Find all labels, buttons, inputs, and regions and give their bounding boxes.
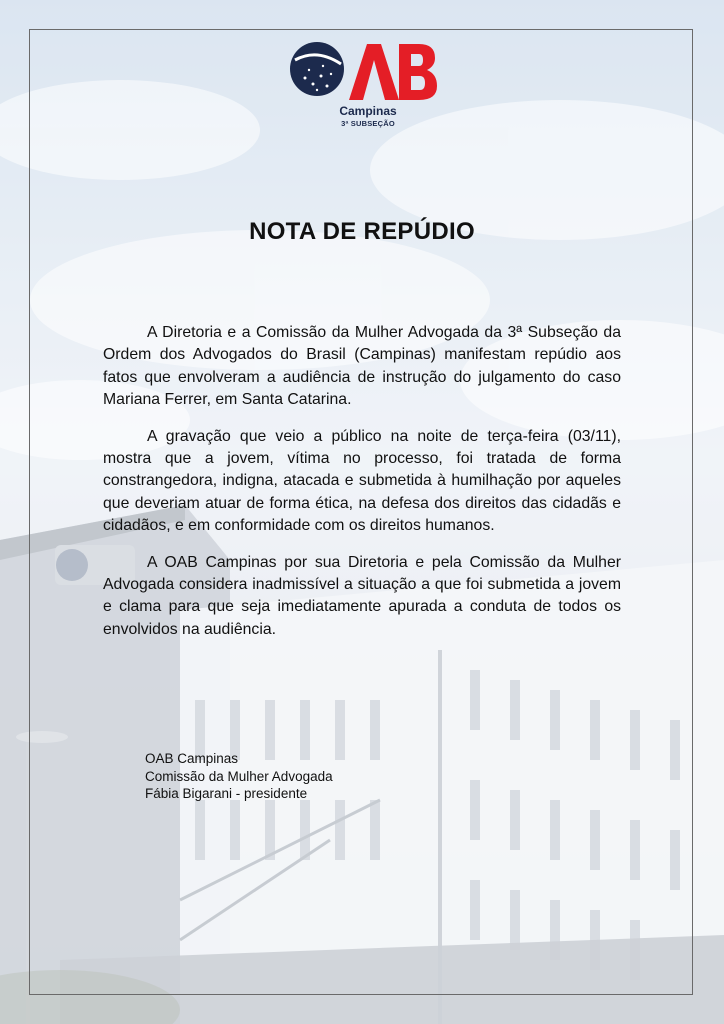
- page-title: NOTA DE REPÚDIO: [249, 218, 475, 245]
- body-text: [103, 322, 621, 655]
- paragraph: A Diretoria e a Comissão da Mulher Advogada da 3ª Subseção da Ordem dos Advogados do Brasil (Campinas) manifestam repúdio aos fatos que envolveram a audiência de instrução do julgamento do caso Mariana Ferrer, em Santa Catarina.: [103, 324, 621, 409]
- logo-city: Campinas: [339, 104, 397, 118]
- signature-org: OAB Campinas: [145, 751, 239, 766]
- paragraph: A OAB Campinas por sua Diretoria e pela Comissão da Mulher Advogada considera inadmissível a situação a que foi submetida a jovem e clama para que seja imediatamente apurada a conduta de todos os envolvidos na audiência.: [103, 553, 621, 638]
- logo-subsecao: 3ª SUBSEÇÃO: [341, 119, 395, 128]
- signature-commission: Comissão da Mulher Advogada: [145, 768, 333, 784]
- signature-signer: Fábia Bigarani - presidente: [145, 786, 308, 801]
- paragraph: A gravação que veio a público na noite de terça-feira (03/11), mostra que a jovem, vítima no processo, foi tratada de forma constrangedora, indigna, atacada e submetida à humilhação por aqueles que deveriam atuar de forma ética, na defesa dos direitos das cidadãs e cidadãos, e em conformidade com os direitos humanos.: [103, 427, 621, 535]
- signature-block: [145, 750, 333, 803]
